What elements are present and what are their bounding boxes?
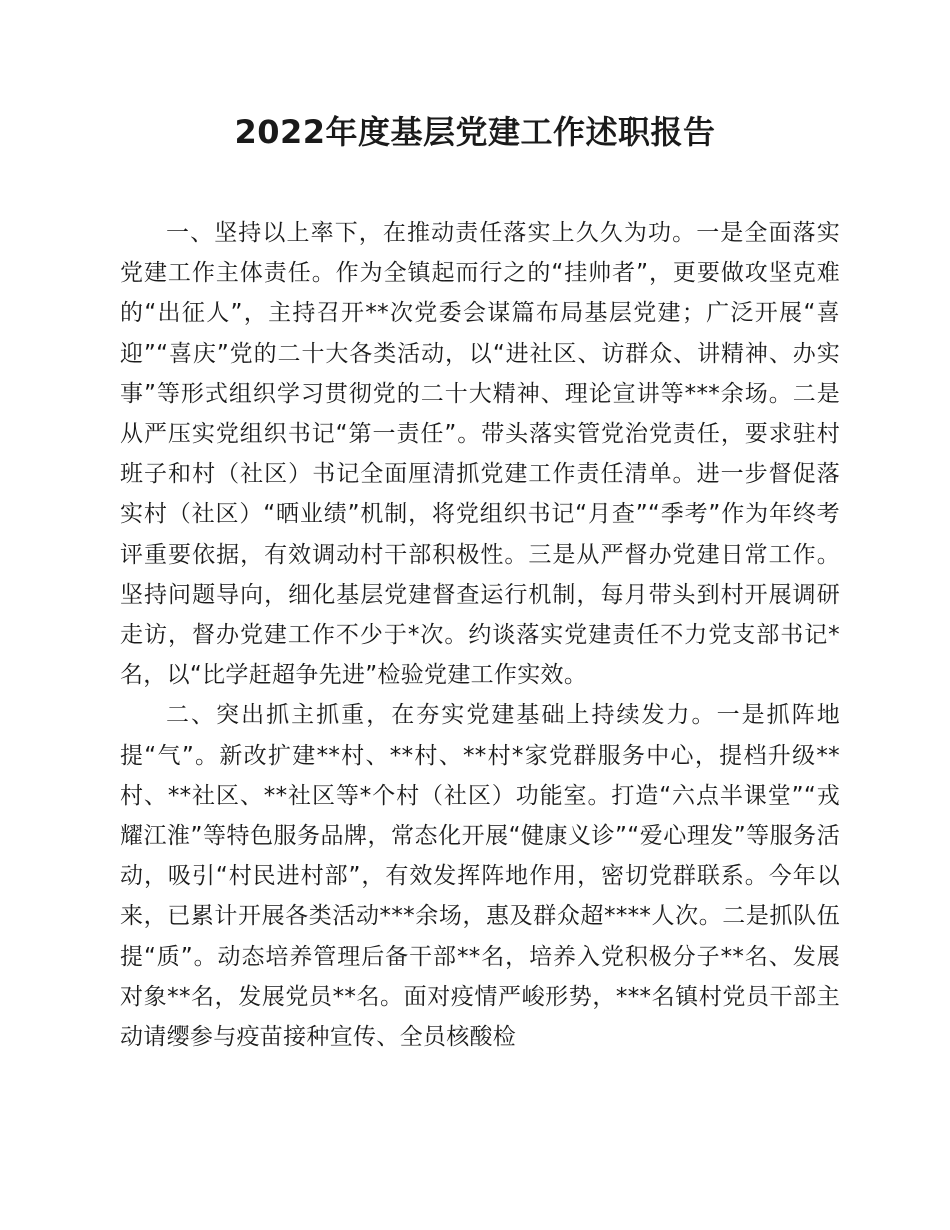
- paragraph-1: 一、坚持以上率下，在推动责任落实上久久为功。一是全面落实党建工作主体责任。作为全镇起而行之的“挂帅者”，更要做攻坚克难的“出征人”，主持召开**次党委会谋篇布局基层党建；广泛开展“喜迎”“喜庆”党的二十大各类活动，以“进社区、访群众、讲精神、办实事”等形式组织学习贯彻党的二十大精神、理论宣讲等***余场。二是从严压实党组织书记“第一责任”。带头落实管党治党责任，要求驻村班子和村（社区）书记全面厘清抓党建工作责任清单。进一步督促落实村（社区）“晒业绩”机制，将党组织书记“月查”“季考”作为年终考评重要依据，有效调动村干部积极性。三是从严督办党建日常工作。坚持问题导向，细化基层党建督查运行机制，每月带头到村开展调研走访，督办党建工作不少于*次。约谈落实党建责任不力党支部书记*名，以“比学赶超争先进”检验党建工作实效。: [120, 220, 840, 689]
- document-title: 2022年度基层党建工作述职报告: [234, 113, 716, 151]
- document-body: [120, 213, 840, 1057]
- paragraph-2: 二、突出抓主抓重，在夯实党建基础上持续发力。一是抓阵地提“气”。新改扩建**村、**村、**村*家党群服务中心，提档升级**村、**社区、**社区等*个村（社区）功能室。打造“六点半课堂”“戎耀江淮”等特色服务品牌，常态化开展“健康义诊”“爱心理发”等服务活动，吸引“村民进村部”，有效发挥阵地作用，密切党群联系。今年以来，已累计开展各类活动***余场，惠及群众超****人次。二是抓队伍提“质”。动态培养管理后备干部**名，培养入党积极分子**名、发展对象**名，发展党员**名。面对疫情严峻形势，***名镇村党员干部主动请缨参与疫苗接种宣传、全员核酸检: [120, 702, 840, 1051]
